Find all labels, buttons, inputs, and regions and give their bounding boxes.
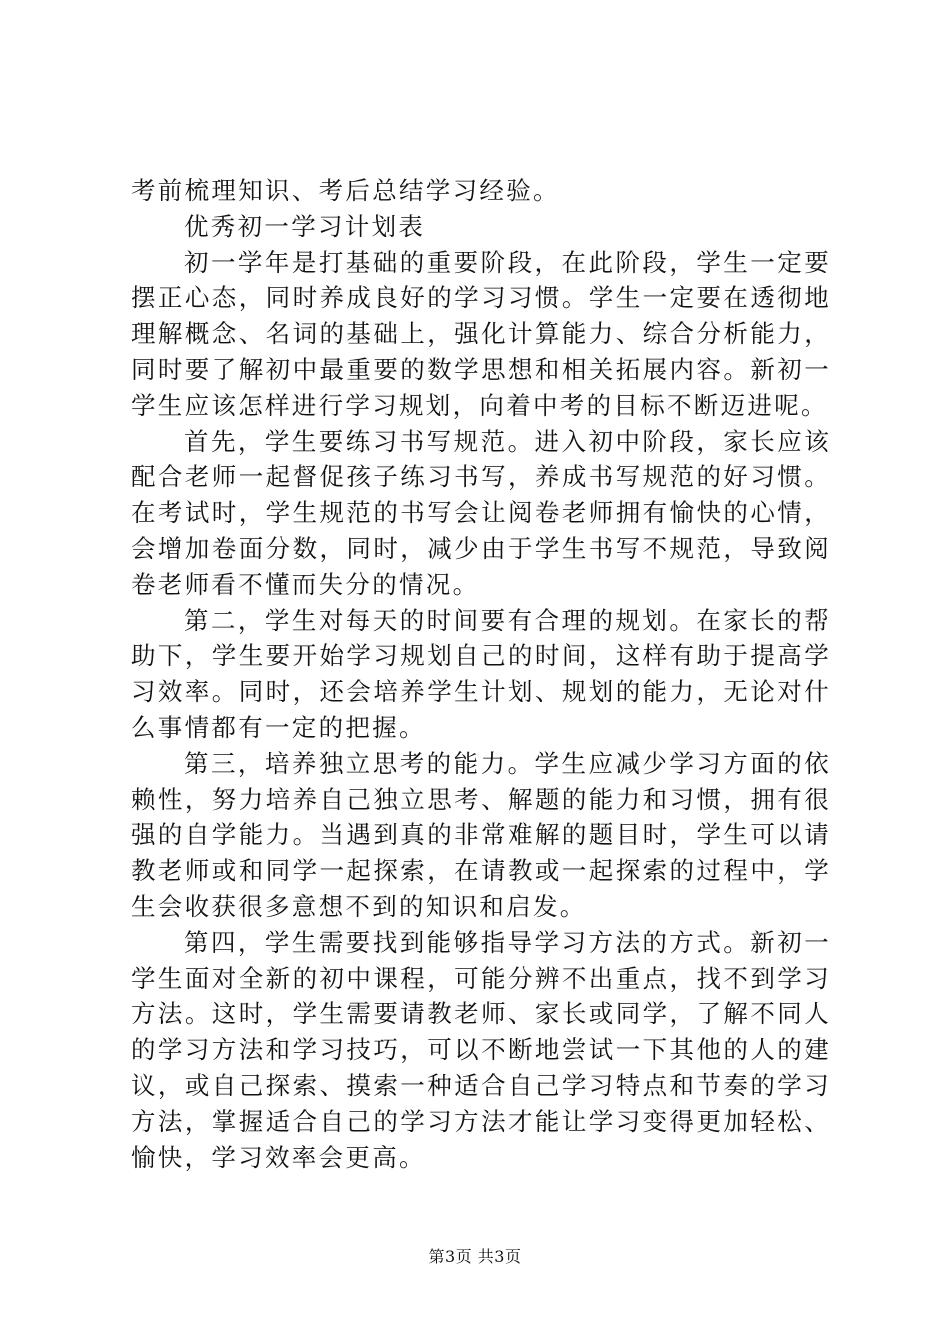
section-heading: 优秀初一学习计划表 xyxy=(184,211,426,241)
paragraph-intro: 初一学年是打基础的重要阶段，在此阶段，学生一定要摆正心态，同时养成良好的学习习惯。学生一定要在透彻地理解概念、名词的基础上，强化计算能力、综合分析能力，同时要了解初中最重要的数学思想和相关拓展内容。新初一学生应该怎样进行学习规划，向着中考的目标不断迈进呢。 xyxy=(131,247,831,420)
paragraph-first: 首先，学生要练习书写规范。进入初中阶段，家长应该配合老师一起督促孩子练习书写，养成书写规范的好习惯。在考试时，学生规范的书写会让阅卷老师拥有愉快的心情，会增加卷面分数，同时，减少由于学生书写不规范，导致阅卷老师看不懂而失分的情况。 xyxy=(131,426,831,599)
paragraph-second: 第二，学生对每天的时间要有合理的规划。在家长的帮助下，学生要开始学习规划自己的时间，这样有助于提高学习效率。同时，还会培养学生计划、规划的能力，无论对什么事情都有一定的把握。 xyxy=(131,605,831,742)
paragraph-third: 第三，培养独立思考的能力。学生应减少学习方面的依赖性，努力培养自己独立思考、解题的能力和习惯，拥有很强的自学能力。当遇到真的非常难解的题目时，学生可以请教老师或和同学一起探索，在请教或一起探索的过程中，学生会收获很多意想不到的知识和启发。 xyxy=(131,748,831,921)
document-body xyxy=(131,173,831,1175)
paragraph-continuation: 考前梳理知识、考后总结学习经验。 xyxy=(131,176,560,205)
paragraph-fourth: 第四，学生需要找到能够指导学习方法的方式。新初一学生面对全新的初中课程，可能分辨不出重点，找不到学习方法。这时，学生需要请教老师、家长或同学，了解不同人的学习方法和学习技巧，可以不断地尝试一下其他的人的建议，或自己探索、摸索一种适合自己学习特点和节奏的学习方法，掌握适合自己的学习方法才能让学习变得更加轻松、愉快，学习效率会更高。 xyxy=(131,927,831,1172)
page-number-footer: 第3页 共3页 xyxy=(428,1247,522,1266)
